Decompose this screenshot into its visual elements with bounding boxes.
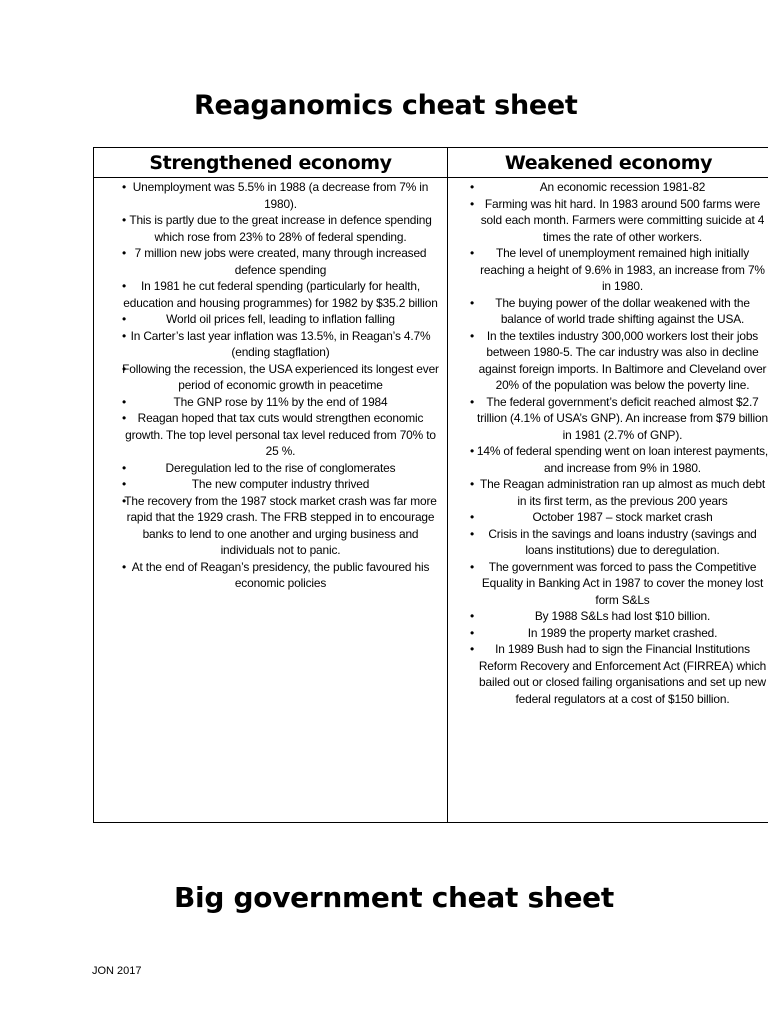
list-item: • The GNP rose by 11% by the end of 1984 (94, 394, 447, 411)
cheat-sheet-table (93, 147, 768, 823)
weakened-list (448, 178, 768, 707)
list-item: • 14% of federal spending went on loan interest payments, and increase from 9% in 1980. (448, 443, 768, 476)
list-item: • In 1981 he cut federal spending (particularly for health, education and housing programmes) for 1982 by $35.2 billion (94, 278, 447, 311)
footer-text: JON 2017 (92, 965, 142, 977)
list-item: • The government was forced to pass the Competitive Equality in Banking Act in 1987 to cover the money lost form S&Ls (448, 559, 768, 609)
list-item: • Crisis in the savings and loans industry (savings and loans institutions) due to deregulation. (448, 526, 768, 559)
list-item: • In 1989 the property market crashed. (448, 625, 768, 642)
list-item: • In the textiles industry 300,000 workers lost their jobs between 1980-5. The car industry was also in decline against foreign imports. In Baltimore and Cleveland over 20% of the population was below the poverty line. (448, 328, 768, 394)
list-item: • Unemployment was 5.5% in 1988 (a decrease from 7% in 1980). (94, 179, 447, 212)
list-item: • The buying power of the dollar weakened with the balance of world trade shifting against the USA. (448, 295, 768, 328)
list-item: • By 1988 S&Ls had lost $10 billion. (448, 608, 768, 625)
list-item: • At the end of Reagan’s presidency, the public favoured his economic policies (94, 559, 447, 592)
list-item: • The recovery from the 1987 stock market crash was far more rapid that the 1929 crash. The FRB stepped in to encourage banks to lend to one another and urging business and individuals not to panic. (94, 493, 447, 559)
list-item: • October 1987 – stock market crash (448, 509, 768, 526)
list-item: • In Carter’s last year inflation was 13.5%, in Reagan’s 4.7% (ending stagflation) (94, 328, 447, 361)
page-title: Reaganomics cheat sheet (194, 90, 578, 121)
strengthened-column (94, 178, 448, 823)
header-strengthened: Strengthened economy (94, 148, 448, 178)
list-item: • This is partly due to the great increase in defence spending which rose from 23% to 28% of federal spending. (94, 212, 447, 245)
weakened-column (448, 178, 768, 823)
next-section-title: Big government cheat sheet (174, 881, 614, 914)
list-item: • Deregulation led to the rise of conglomerates (94, 460, 447, 477)
list-item: • 7 million new jobs were created, many through increased defence spending (94, 245, 447, 278)
list-item: • The new computer industry thrived (94, 476, 447, 493)
list-item: • The federal government’s deficit reached almost $2.7 trillion (4.1% of USA’s GNP). An increase from $79 billion in 1981 (2.7% of GNP). (448, 394, 768, 444)
list-item: • World oil prices fell, leading to inflation falling (94, 311, 447, 328)
strengthened-list (94, 178, 447, 592)
list-item: • The Reagan administration ran up almost as much debt in its first term, as the previous 200 years (448, 476, 768, 509)
list-item: • Reagan hoped that tax cuts would strengthen economic growth. The top level personal tax level reduced from 70% to 25 %. (94, 410, 447, 460)
list-item: • In 1989 Bush had to sign the Financial Institutions Reform Recovery and Enforcement Act (FIRREA) which bailed out or closed failing organisations and set up new federal regulators at a cost of $150 billion. (448, 641, 768, 707)
list-item: • The level of unemployment remained high initially reaching a height of 9.6% in 1983, an increase from 7% in 1980. (448, 245, 768, 295)
list-item: • Farming was hit hard. In 1983 around 500 farms were sold each month. Farmers were committing suicide at 4 times the rate of other workers. (448, 196, 768, 246)
list-item: • An economic recession 1981-82 (448, 179, 768, 196)
header-weakened: Weakened economy (448, 148, 768, 178)
list-item: • Following the recession, the USA experienced its longest ever period of economic growth in peacetime (94, 361, 447, 394)
